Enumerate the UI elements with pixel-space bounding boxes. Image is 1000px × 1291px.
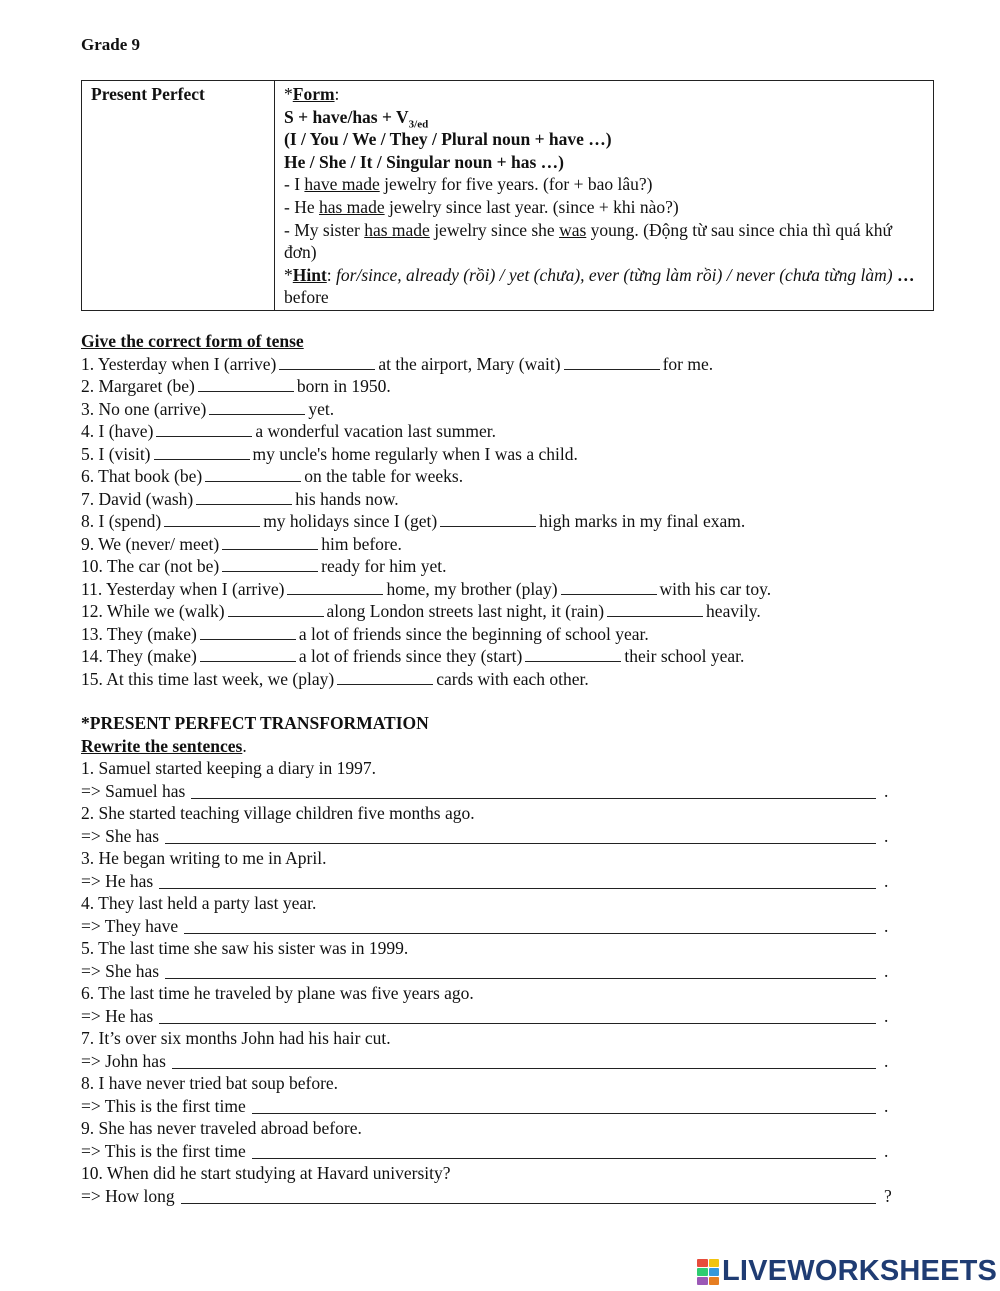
answer-blank[interactable]	[209, 398, 305, 415]
rewrite-sentence: 10. When did he start studying at Havard university?	[81, 1163, 451, 1183]
rewrite-prompt: => She has	[81, 825, 160, 846]
question-text: his hands now.	[295, 488, 399, 509]
question-text: 4. I (have)	[81, 421, 154, 441]
question-item	[81, 398, 771, 421]
example-2: - He has made jewelry since last year. (since + khi nào?)	[284, 196, 679, 217]
question-item	[81, 623, 771, 646]
hint: *Hint: for/since, already (rồi) / yet (chưa), ever (từng làm rồi) / never (chưa từng làm) … before	[284, 264, 915, 308]
rewrite-prompt: => They have	[81, 915, 179, 936]
form-formula: S + have/has + $V_{3/ed}$	[284, 106, 429, 131]
answer-blank[interactable]	[198, 375, 294, 392]
rewrite-end-punct: .	[884, 1140, 889, 1161]
rewrite-end-punct: ?	[884, 1185, 892, 1206]
question-text: him before.	[321, 533, 402, 554]
rewrite-answer-line[interactable]	[252, 1142, 876, 1159]
plural-rule: (I / You / We / They / Plural noun + have …)	[284, 129, 612, 150]
rewrite-answer-row	[81, 780, 896, 803]
question-text: 10. The car (not be)	[81, 556, 220, 576]
question-item	[81, 488, 771, 511]
answer-blank[interactable]	[525, 645, 621, 662]
question-item	[81, 353, 771, 376]
question-item	[81, 510, 771, 533]
answer-blank[interactable]	[222, 533, 318, 550]
rewrite-prompt: => He has	[81, 1005, 154, 1026]
example-3: - My sister has made jewelry since she was young. (Động từ sau since chia thì quá khứ đơn)	[284, 219, 893, 263]
rewrite-answer-row	[81, 825, 896, 848]
answer-blank[interactable]	[287, 578, 383, 595]
question-text: a lot of friends since the beginning of school year.	[298, 623, 649, 644]
question-item	[81, 375, 771, 398]
rewrite-end-punct: .	[884, 825, 889, 846]
rewrite-answer-line[interactable]	[191, 782, 876, 799]
question-text: 15. At this time last week, we (play)	[81, 668, 335, 689]
question-item	[81, 578, 771, 601]
question-text: 2. Margaret (be)	[81, 376, 195, 396]
question-text: 9. We (never/ meet)	[81, 533, 220, 554]
answer-blank[interactable]	[222, 555, 318, 572]
logo-text: LIVEWORKSHEETS	[722, 1255, 998, 1287]
rewrite-answer-row	[81, 1005, 896, 1028]
answer-blank[interactable]	[279, 353, 375, 370]
rewrite-answer-line[interactable]	[159, 872, 876, 889]
answer-blank[interactable]	[228, 600, 324, 617]
transformation-title: *PRESENT PERFECT TRANSFORMATION	[81, 713, 429, 733]
question-text: heavily.	[706, 601, 761, 621]
answer-blank[interactable]	[200, 645, 296, 662]
liveworksheets-logo	[697, 1255, 997, 1288]
question-item	[81, 420, 771, 443]
question-text: 6. That book (be)	[81, 466, 203, 486]
question-text: high marks in my final exam.	[539, 511, 746, 531]
rewrite-sentence: 3. He began writing to me in April.	[81, 848, 327, 868]
logo-tile	[709, 1259, 720, 1267]
rewrite-prompt: => This is the first time	[81, 1140, 246, 1161]
question-text: born in 1950.	[296, 376, 391, 396]
question-text: 3. No one (arrive)	[81, 398, 207, 419]
rewrite-answer-row	[81, 960, 896, 983]
answer-blank[interactable]	[156, 420, 252, 437]
answer-blank[interactable]	[205, 465, 301, 482]
question-text: ready for him yet.	[321, 556, 447, 576]
rewrite-prompt: => John has	[81, 1050, 166, 1071]
rewrite-sentence: 5. The last time she saw his sister was in 1999.	[81, 938, 409, 958]
rewrite-end-punct: .	[884, 960, 889, 981]
logo-tile	[697, 1268, 708, 1276]
singular-rule: He / She / It / Singular noun + has …)	[284, 151, 564, 172]
rewrite-answer-row	[81, 1095, 896, 1118]
rewrite-prompt: => He has	[81, 870, 154, 891]
rewrite-end-punct: .	[884, 780, 889, 801]
question-item	[81, 600, 771, 623]
rewrite-prompt: => Samuel has	[81, 780, 186, 801]
question-item	[81, 668, 771, 691]
rewrite-sentence: 4. They last held a party last year.	[81, 893, 317, 913]
question-text: at the airport, Mary (wait)	[378, 353, 561, 374]
question-item	[81, 465, 771, 488]
grade-label: Grade 9	[81, 35, 141, 54]
transformation-exercise	[81, 712, 896, 1207]
question-text: my uncle's home regularly when I was a child.	[252, 443, 578, 464]
rewrite-answer-line[interactable]	[172, 1052, 876, 1069]
example-1: - I have made jewelry for five years. (for + bao lâu?)	[284, 174, 653, 195]
rewrite-answer-line[interactable]	[184, 917, 876, 934]
question-text: on the table for weeks.	[304, 466, 464, 486]
question-text: home, my brother (play)	[386, 578, 558, 599]
rewrite-answer-row	[81, 915, 896, 938]
grammar-table	[81, 80, 934, 311]
answer-blank[interactable]	[200, 623, 296, 640]
rewrite-answer-line[interactable]	[181, 1187, 876, 1204]
answer-blank[interactable]	[196, 488, 292, 505]
rewrite-answer-row	[81, 1185, 896, 1208]
question-item	[81, 533, 771, 556]
question-text: a lot of friends since they (start)	[298, 646, 523, 666]
question-text: along London streets last night, it (rain)	[326, 601, 605, 621]
rewrite-prompt: => She has	[81, 960, 160, 981]
question-item	[81, 443, 771, 466]
rewrite-answer-line[interactable]	[165, 962, 876, 979]
rewrite-prompt: => This is the first time	[81, 1095, 246, 1116]
question-text: my holidays since I (get)	[263, 511, 438, 531]
answer-blank[interactable]	[440, 510, 536, 527]
rewrite-sentence: 6. The last time he traveled by plane was five years ago.	[81, 983, 474, 1003]
logo-tile	[697, 1277, 708, 1285]
question-text: with his car toy.	[659, 578, 772, 599]
question-item	[81, 645, 771, 668]
question-item	[81, 555, 771, 578]
question-text: yet.	[308, 398, 335, 419]
rewrite-sentence: 2. She started teaching village children five months ago.	[81, 803, 475, 823]
rewrite-sentence: 8. I have never tried bat soup before.	[81, 1073, 339, 1093]
rewrite-end-punct: .	[884, 870, 889, 891]
tense-heading: Give the correct form of tense	[81, 331, 304, 351]
rewrite-answer-row	[81, 870, 896, 893]
rewrite-heading: Rewrite the sentences.	[81, 735, 247, 756]
rewrite-end-punct: .	[884, 1050, 889, 1071]
rewrite-answer-line[interactable]	[252, 1097, 876, 1114]
question-text: for me.	[662, 353, 714, 374]
rewrite-sentence: 1. Samuel started keeping a diary in 1997.	[81, 758, 376, 778]
logo-tile	[709, 1268, 720, 1276]
tense-label: Present Perfect	[82, 81, 275, 311]
rewrite-answer-line[interactable]	[159, 1007, 876, 1024]
question-text: 1. Yesterday when I (arrive)	[81, 353, 277, 374]
rewrite-answer-row	[81, 1140, 896, 1163]
question-text: 14. They (make)	[81, 646, 197, 666]
rewrite-answer-line[interactable]	[165, 827, 876, 844]
tense-exercise	[81, 330, 771, 690]
question-text: cards with each other.	[436, 668, 589, 689]
answer-blank[interactable]	[607, 600, 703, 617]
answer-blank[interactable]	[154, 443, 250, 460]
question-text: 13. They (make)	[81, 623, 197, 644]
answer-blank[interactable]	[337, 668, 433, 685]
answer-blank[interactable]	[561, 578, 657, 595]
rewrite-answer-row	[81, 1050, 896, 1073]
grammar-notes	[275, 81, 934, 311]
answer-blank[interactable]	[164, 510, 260, 527]
rewrite-prompt: => How long	[81, 1185, 175, 1206]
logo-tile	[709, 1277, 720, 1285]
logo-tile	[697, 1259, 708, 1267]
rewrite-end-punct: .	[884, 1005, 889, 1026]
question-text: 7. David (wash)	[81, 488, 194, 509]
question-text: a wonderful vacation last summer.	[255, 421, 496, 441]
question-text: 11. Yesterday when I (arrive)	[81, 578, 285, 599]
question-text: their school year.	[624, 646, 745, 666]
liveworksheets-logo-icon	[697, 1259, 719, 1285]
answer-blank[interactable]	[564, 353, 660, 370]
rewrite-sentence: 9. She has never traveled abroad before.	[81, 1118, 362, 1138]
rewrite-end-punct: .	[884, 915, 889, 936]
question-text: 5. I (visit)	[81, 443, 151, 464]
rewrite-end-punct: .	[884, 1095, 889, 1116]
question-text: 8. I (spend)	[81, 511, 162, 531]
question-text: 12. While we (walk)	[81, 601, 225, 621]
form-heading: *Form:	[284, 84, 340, 104]
rewrite-sentence: 7. It’s over six months John had his hair cut.	[81, 1028, 391, 1048]
